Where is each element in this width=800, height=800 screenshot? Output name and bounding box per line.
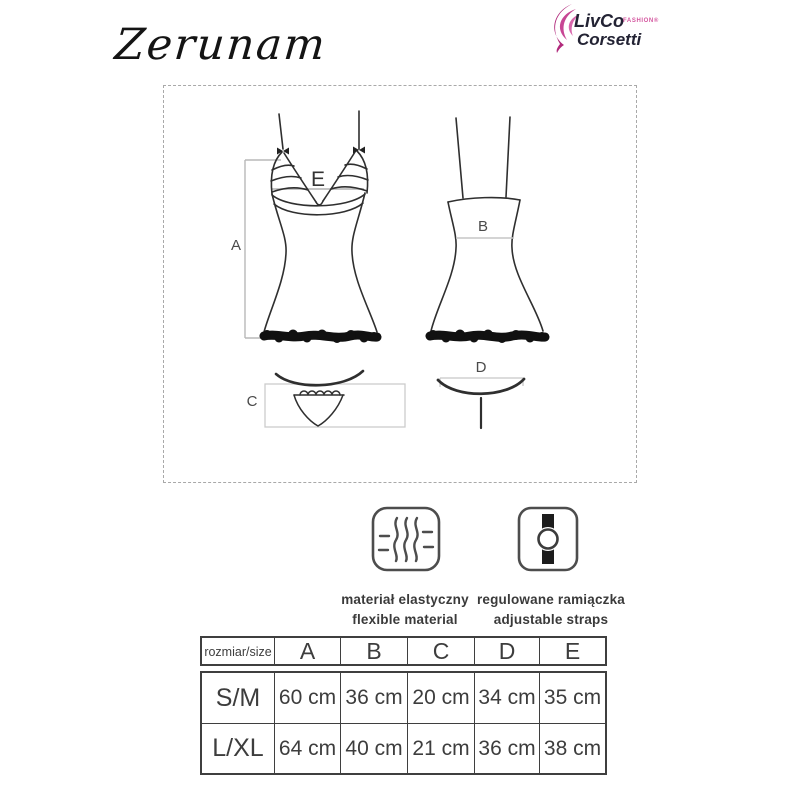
header-measure-a: A — [274, 638, 340, 665]
value-a: 64 cm — [274, 723, 340, 773]
feature-label-pl: materiał elastyczny — [341, 592, 469, 607]
feature-label-en: adjustable straps — [493, 611, 609, 627]
row-size-label: L/XL — [202, 723, 274, 773]
product-title: Zerunam — [112, 20, 329, 70]
row-size-label: S/M — [215, 683, 261, 712]
flexible-material-icon — [370, 505, 442, 580]
panty-back-drawing — [438, 379, 524, 428]
value-e: 35 cm — [539, 673, 605, 723]
size-table — [200, 636, 607, 775]
front-lace-hem — [263, 330, 378, 344]
value-b: 40 cm — [340, 723, 407, 773]
value-d: 36 cm — [474, 723, 539, 773]
flexible-material-caption — [325, 590, 485, 629]
back-lace-hem — [429, 330, 546, 344]
adjustable-straps-caption — [462, 590, 640, 629]
feature-label-pl: regulowane ramiączka — [476, 592, 626, 607]
value-e: 38 cm — [539, 723, 605, 773]
measure-label-c: C — [246, 393, 258, 410]
header-measure-d: D — [474, 638, 539, 665]
header-measure-e: E — [539, 638, 605, 665]
size-table-header — [200, 636, 607, 666]
brand-name-livco: LivCo — [574, 11, 625, 31]
garment-diagram — [163, 85, 637, 483]
brand-fashion-label: FASHION® — [623, 18, 659, 24]
measure-bracket-d — [440, 378, 523, 387]
measure-label-d: D — [475, 359, 487, 376]
value-a: 60 cm — [274, 673, 340, 723]
value-c: 21 cm — [407, 723, 474, 773]
header-measure-b: B — [340, 638, 407, 665]
value-d: 34 cm — [474, 673, 539, 723]
diagram-panel — [163, 85, 637, 483]
measure-label-b: B — [477, 218, 489, 235]
header-size-col: rozmiar/size — [204, 644, 272, 659]
garment-front-drawing — [264, 111, 377, 332]
feature-label-en: flexible material — [352, 611, 458, 627]
size-table-body — [200, 671, 607, 775]
measure-bracket-a — [245, 160, 281, 338]
measure-label-a: A — [230, 237, 242, 254]
value-b: 36 cm — [340, 673, 407, 723]
header-measure-c: C — [407, 638, 474, 665]
value-c: 20 cm — [407, 673, 474, 723]
adjustable-straps-icon — [516, 505, 580, 580]
panty-front-drawing — [276, 371, 363, 426]
brand-logo — [543, 2, 663, 56]
brand-name-corsetti: Corsetti — [577, 30, 642, 49]
measure-label-e: E — [310, 168, 326, 191]
strap-bow-icon — [277, 147, 365, 155]
livco-logo-graphic — [543, 2, 663, 56]
